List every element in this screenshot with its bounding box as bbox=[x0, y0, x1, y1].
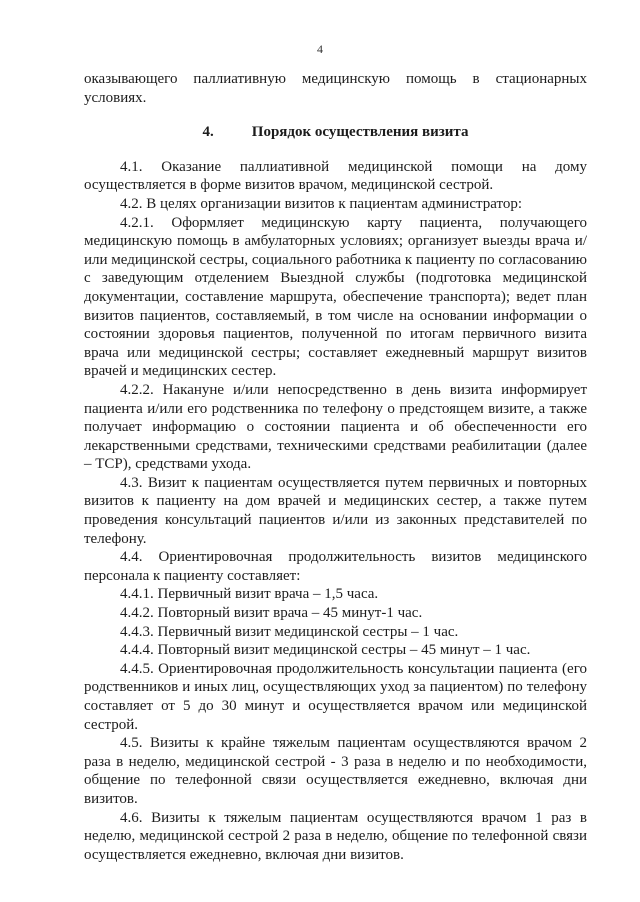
item-4-2-1: 4.2.1. Оформляет медицинскую карту пациента, получающего медицинскую помощь в амбулаторных условиях; организует выезды врача и/или медицинской сестры, социального работника к пациенту по согласованию с заведующим отделением Выездной службы (подготовка медицинской документации, составление маршрута, обеспечение транспорта); ведет план визитов пациентов, составляемый, в том числе на основании информации о состоянии здоровья пациентов, полученной по итогам первичного визита врача или медицинской сестры; составляет ежедневный маршрут визитов врачей и медицинских сестер. bbox=[84, 214, 587, 380]
item-4-4-4: 4.4.4. Повторный визит медицинской сестры – 45 минут – 1 час. bbox=[120, 642, 531, 659]
paragraph-continuation: оказывающего паллиативную медицинскую помощь в стационарных условиях. bbox=[84, 71, 587, 106]
document-body bbox=[84, 70, 587, 864]
item-4-5: 4.5. Визиты к крайне тяжелым пациентам осуществляются врачом 2 раза в неделю, медицинской сестрой - 3 раза в неделю и по необходимости, общение по телефонной связи осуществляется ежедневно, включая дни визитов. bbox=[84, 735, 587, 807]
item-4-1: 4.1. Оказание паллиативной медицинской помощи на дому осуществляется в форме визитов врачом, медицинской сестрой. bbox=[84, 158, 587, 194]
item-4-4-1: 4.4.1. Первичный визит врача – 1,5 часа. bbox=[120, 586, 379, 603]
section-heading bbox=[84, 123, 587, 142]
item-4-2: 4.2. В целях организации визитов к пациентам администратор: bbox=[120, 195, 523, 212]
section-title: Порядок осуществления визита bbox=[251, 124, 469, 141]
item-4-4: 4.4. Ориентировочная продолжительность визитов медицинского персонала к пациенту составляет: bbox=[84, 549, 587, 584]
item-4-2-2: 4.2.2. Накануне и/или непосредственно в день визита информирует пациента и/или его родственника по телефону о предстоящем визите, а также получает информацию о состоянии пациента и об обеспеченности его лекарственными средствами, техническими средствами реабилитации (далее – ТСР), средствами ухода. bbox=[84, 381, 587, 473]
page-number: 4 bbox=[317, 42, 323, 56]
item-4-4-5: 4.4.5. Ориентировочная продолжительность консультации пациента (его родственников и иных лиц, осуществляющих уход за пациентом) по телефону составляет от 5 до 30 минут и осуществляется врачом или медицинской сестрой. bbox=[84, 660, 587, 733]
item-4-4-3: 4.4.3. Первичный визит медицинской сестры – 1 час. bbox=[120, 623, 459, 640]
item-4-4-2: 4.4.2. Повторный визит врача – 45 минут-1 час. bbox=[120, 605, 423, 622]
item-4-3: 4.3. Визит к пациентам осуществляется путем первичных и повторных визитов к пациенту на дом врачей и медицинских сестер, а также путем проведения консультаций пациентов и/или из законных представителей по телефону. bbox=[84, 474, 587, 547]
item-4-6: 4.6. Визиты к тяжелым пациентам осуществляются врачом 1 раз в неделю, медицинской сестрой 2 раза в неделю, общение по телефонной связи осуществляется ежедневно, включая дни визитов. bbox=[84, 809, 587, 863]
section-number: 4. bbox=[202, 124, 214, 141]
